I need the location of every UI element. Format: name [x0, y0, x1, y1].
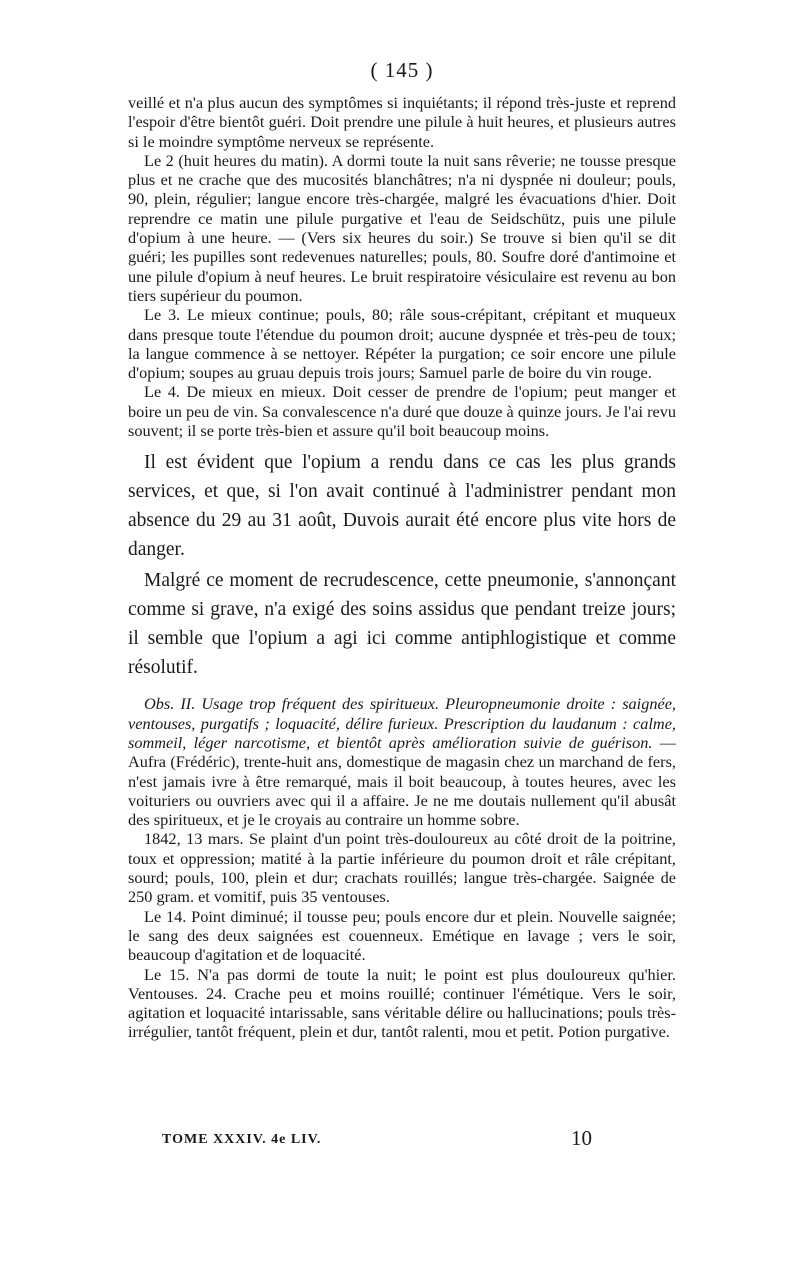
- observation-label: Obs. II.: [144, 694, 196, 714]
- page-number: ( 145 ): [370, 58, 434, 82]
- paragraph-march-13: 1842, 13 mars. Se plaint d'un point très-douloureux au côté droit de la poitrine, toux et oppression; matité à la partie inférieure du poumon droit et râle crépitant, sourd; pouls, 100, plein et dur; crachats rouillés; langue très-chargée. Saignée de 250 gram. et vomitif, puis 35 ventouses.: [128, 829, 676, 907]
- paragraph-day-3: Le 3. Le mieux continue; pouls, 80; râle sous-crépitant, crépitant et muqueux dans presque toute l'étendue du poumon droit; aucune dyspnée et très-peu de toux; la langue commence à se nettoyer. Répéter la purgation; ce soir encore une pilule d'opium; soupes au gruau depuis trois jours; Samuel parle de boire du vin rouge.: [128, 305, 676, 383]
- paragraph-march-15: Le 15. N'a pas dormi de toute la nuit; le point est plus douloureux qu'hier. Ventouses. 24. Crache peu et moins rouillé; continuer l'émétique. Vers le soir, agitation et loquacité intarissable, sans véritable délire ou hallucinations; pouls très-irrégulier, tantôt fréquent, plein et dur, tantôt ralenti, mou et petit. Potion purgative.: [128, 964, 676, 1042]
- paragraph-continuation: veillé et n'a plus aucun des symptômes si inquiétants; il répond très-juste et reprend l'espoir d'être bientôt guéri. Doit prendre une pilule à huit heures, et plusieurs autres si le moindre symptôme nerveux se représente.: [128, 93, 676, 151]
- paragraph-conclusion-2: Malgré ce moment de recrudescence, cette pneumonie, s'annonçant comme si grave, n'a exigé des soins assidus que pendant treize jours; il semble que l'opium a agi ici comme antiphlogistique et comme résolutif.: [128, 570, 676, 679]
- page-footer: [162, 1122, 592, 1152]
- observation-title: Usage trop fréquent des spiritueux. Pleuropneumonie droite : saignée, ventouses, purgatifs ; loquacité, délire furieux. Prescription du laudanum : calme, sommeil, léger narcotisme, et bientôt après amélioration suivie de guérison.: [128, 694, 676, 752]
- sheet-number: 10: [571, 1126, 592, 1150]
- volume-signature: TOME XXXIV. 4e LIV.: [162, 1132, 322, 1147]
- observation-body: — Aufra (Frédéric), trente-huit ans, domestique de magasin chez un marchand de fers, n'est jamais ivre à être remarqué, mais il boit beaucoup, à toutes heures, avec les voituriers ou ouvriers avec qui il a affaire. Je ne me doutais nullement qu'il abusât des spiritueux, et je le croyais au contraire un homme sobre.: [128, 732, 676, 830]
- observation-paragraph: [128, 694, 676, 829]
- paragraph-conclusion-1: Il est évident que l'opium a rendu dans ce cas les plus grands services, et que, si l'on avait continué à l'administrer pendant mon absence du 29 au 31 août, Duvois aurait été encore plus vite hors de danger.: [128, 452, 676, 561]
- paragraph-march-14: Le 14. Point diminué; il tousse peu; pouls encore dur et plein. Nouvelle saignée; le sang des deux saignées est couenneux. Emétique en lavage ; vers le soir, beaucoup d'agitation et de loquacité.: [128, 906, 676, 965]
- document-page: [128, 0, 676, 1042]
- paragraph-day-4: Le 4. De mieux en mieux. Doit cesser de prendre de l'opium; peut manger et boire un peu de vin. Sa convalescence n'a duré que douze à quinze jours. Je l'ai revu souvent; il se porte très-bien et assure qu'il boit beaucoup moins.: [128, 382, 676, 441]
- paragraph-day-2: Le 2 (huit heures du matin). A dormi toute la nuit sans rêverie; ne tousse presque plus et ne crache que des mucosités blanchâtres; n'a ni dyspnée ni douleur; pouls, 90, plein, régulier; langue encore très-chargée, malgré les évacuations d'hier. Doit reprendre ce matin une pilule purgative et l'eau de Seidschütz, puis une pilule d'opium à une heure. — (Vers six heures du soir.) Se trouve si bien qu'il se dit guéri; les pupilles sont redevenues naturelles; pouls, 80. Soufre doré d'antimoine et une pilule d'opium à neuf heures. Le bruit respiratoire vésiculaire est revenu au bon tiers supérieur du poumon.: [128, 150, 676, 305]
